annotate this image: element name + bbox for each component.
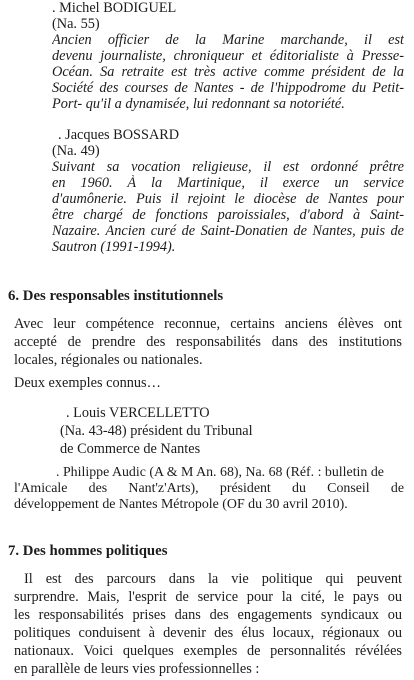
paragraph-line: locales, régionales ou nationales. — [14, 352, 203, 368]
description-line: Port- qu'il a dynamisée, lui redonnant sa notoriété. — [52, 96, 345, 112]
description-line: Société des courses de Nantes - de l'hippodrome du Petit- — [52, 80, 404, 96]
description-line: Nazaire. Ancien curé de Saint-Donatien de Nantes, puis de — [52, 223, 404, 239]
example-line: . Philippe Audic (A & M An. 68), Na. 68 (Réf. : bulletin de — [56, 465, 384, 480]
paragraph-line: politiques conduisent à devenir des élus locaux, régionaux ou — [14, 625, 402, 641]
examples-label: Deux exemples connus… — [14, 375, 161, 391]
example-line: (Na. 43-48) président du Tribunal — [60, 423, 253, 439]
section-heading: 7. Des hommes politiques — [8, 543, 168, 559]
section-paragraph — [14, 570, 402, 678]
paragraph-line: surprendre. Mais, l'esprit de service pour la cité, le pays ou — [14, 589, 402, 605]
entry-bodiguel — [52, 0, 404, 112]
entry-promo: (Na. 55) — [52, 16, 100, 32]
entry-name: . Jacques BOSSARD — [58, 127, 180, 143]
paragraph-line: en parallèle de leurs vies professionnelles : — [14, 661, 260, 677]
description-line: devenu journaliste, chroniqueur et éditorialiste à Presse- — [52, 48, 404, 64]
description-line: Suivant sa vocation religieuse, il est ordonné prêtre — [52, 159, 404, 175]
paragraph-line: accepté de prendre des responsabilités dans des institutions — [14, 334, 402, 350]
section-intro — [14, 315, 402, 369]
entry-promo: (Na. 49) — [52, 143, 100, 159]
example-line: l'Amicale des Nant'z'Arts), président du Conseil de — [14, 481, 404, 496]
entry-description — [52, 32, 404, 112]
description-line: Ancien officier de la Marine marchande, il est — [52, 32, 404, 48]
example-line: développement de Nantes Métropole (OF du 30 avril 2010). — [14, 497, 348, 512]
example-line: de Commerce de Nantes — [60, 441, 201, 457]
paragraph-line: nationaux. Voici quelques exemples de personnalités révélées — [14, 643, 402, 659]
description-line: en 1960. À la Martinique, il exerce un service — [52, 175, 404, 191]
description-line: d'aumônerie. Puis il rejoint le diocèse de Nantes pour — [52, 191, 404, 207]
description-line: être chargé de fonctions paroissiales, d'abord à Saint- — [52, 207, 404, 223]
paragraph-line: Avec leur compétence reconnue, certains anciens élèves ont — [14, 316, 402, 332]
example-vercelletto — [60, 404, 360, 458]
example-name: . Louis VERCELLETTO — [66, 405, 210, 421]
description-line: Océan. Sa retraite est très active comme président de la — [52, 64, 404, 80]
section-heading: 6. Des responsables institutionnels — [8, 288, 224, 304]
description-line: Sautron (1991-1994). — [52, 239, 176, 255]
entry-name: . Michel BODIGUEL — [52, 0, 177, 16]
entry-description — [52, 159, 404, 255]
entry-bossard — [52, 127, 404, 255]
paragraph-line: Il est des parcours dans la vie politique qui peuvent — [24, 571, 402, 587]
paragraph-line: les responsabilités prises dans des engagements syndicaux ou — [14, 607, 402, 623]
example-audic — [14, 465, 404, 513]
